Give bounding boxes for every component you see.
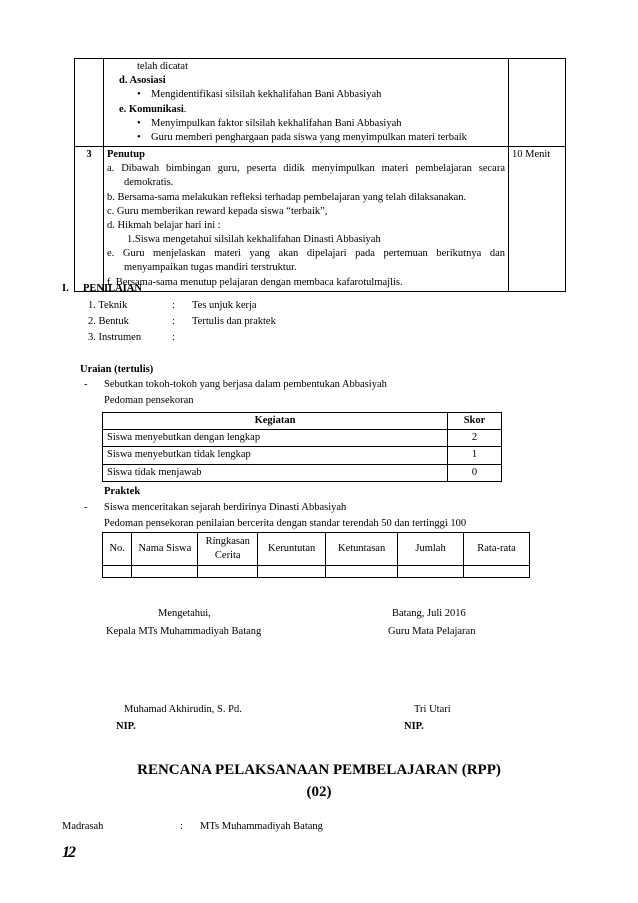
empty-cell xyxy=(398,566,464,578)
activity-subheading: e. Komunikasi xyxy=(119,103,184,115)
column-header: Skor xyxy=(448,413,502,430)
activity-heading: Penutup xyxy=(107,149,145,161)
signature-right-top: Batang, Juli 2016 xyxy=(392,608,466,619)
table-row xyxy=(75,59,566,147)
signature-right-name: Tri Utari xyxy=(414,704,451,715)
penilaian-label: 3. Instrumen xyxy=(88,332,142,343)
column-header: Ketuntasan xyxy=(326,533,398,566)
madrasah-label: Madrasah xyxy=(62,821,104,832)
uraian-heading: Uraian (tertulis) xyxy=(80,364,154,375)
penilaian-value: Tes unjuk kerja xyxy=(192,300,257,311)
table-row xyxy=(75,147,566,292)
kegiatan-cell: Siswa menyebutkan dengan lengkap xyxy=(103,430,448,447)
row-number-cell xyxy=(75,59,104,147)
skor-cell: 1 xyxy=(448,447,502,464)
section-heading: PENILAIAN xyxy=(83,283,142,294)
page-subtitle: (02) xyxy=(306,784,332,800)
activity-subheading-dot: . xyxy=(183,103,187,115)
empty-cell xyxy=(258,566,326,578)
activity-line: c. Guru memberikan reward kepada siswa “terbaik”, xyxy=(107,205,328,217)
table-header-row xyxy=(103,413,502,430)
column-header: Rata-rata xyxy=(464,533,530,566)
activity-line: a. Dibawah bimbingan guru, peserta didik menyimpulkan materi pembelajaran secara demokratis. xyxy=(107,163,505,189)
penilaian-colon: : xyxy=(172,300,175,311)
activity-line: 1.Siswa mengetahui silsilah kekhalifahan Dinasti Abbasiyah xyxy=(127,234,381,246)
bullet-item: • Menyimpulkan faktor silsilah kekhalifahan Bani Abbasiyah xyxy=(107,117,505,131)
signature-left-name: Muhamad Akhirudin, S. Pd. xyxy=(124,704,242,715)
time-cell: 10 Menit xyxy=(509,147,566,292)
page-title: RENCANA PELAKSANAAN PEMBELAJARAN (RPP) xyxy=(137,762,501,778)
section-number: I. xyxy=(62,283,69,294)
table-row xyxy=(103,430,502,447)
kegiatan-cell: Siswa tidak menjawab xyxy=(103,464,448,481)
column-header: Kegiatan xyxy=(103,413,448,430)
signature-left-nip: NIP. xyxy=(116,721,136,732)
empty-cell xyxy=(132,566,198,578)
madrasah-colon: : xyxy=(180,821,183,832)
empty-cell xyxy=(464,566,530,578)
praktek-heading: Praktek xyxy=(104,486,141,497)
time-cell xyxy=(509,59,566,147)
skor-cell: 0 xyxy=(448,464,502,481)
column-header: Jumlah xyxy=(398,533,464,566)
empty-cell xyxy=(326,566,398,578)
penilaian-label: 1. Teknik xyxy=(88,300,128,311)
activity-subheading-row xyxy=(107,103,505,117)
activity-table xyxy=(74,58,566,292)
kegiatan-cell: Siswa menyebutkan tidak lengkap xyxy=(103,447,448,464)
signature-left-role: Kepala MTs Muhammadiyah Batang xyxy=(106,626,262,637)
activity-cell xyxy=(104,147,509,292)
activity-line: f. Bersama-sama menutup pelajaran dengan membaca kafarotulmajlis. xyxy=(107,276,403,288)
table-header-row xyxy=(103,533,530,566)
column-header: Keruntutan xyxy=(258,533,326,566)
signature-right-role: Guru Mata Pelajaran xyxy=(388,626,476,637)
dash-marker: - xyxy=(84,379,88,390)
penilaian-value: Tertulis dan praktek xyxy=(192,316,276,327)
table-row xyxy=(103,447,502,464)
bullet-item: • Guru memberi penghargaan pada siswa yang menyimpulkan materi terbaik xyxy=(107,131,505,145)
score-table xyxy=(102,412,502,482)
praktek-pedoman: Pedoman pensekoran penilaian bercerita dengan standar terendah 50 dan tertinggi 100 xyxy=(104,518,467,529)
practice-table xyxy=(102,532,530,578)
row-number-cell: 3 xyxy=(75,147,104,292)
activity-line: b. Bersama-sama melakukan refleksi terhadap pembelajaran yang telah dilaksanakan. xyxy=(107,191,467,203)
penilaian-colon: : xyxy=(172,316,175,327)
empty-cell xyxy=(103,566,132,578)
activity-line: e. Guru menjelaskan materi yang akan dipelajari pada pertemuan berikutnya dan menyampaikan tugas mandiri terstruktur. xyxy=(107,248,505,274)
column-header: Nama Siswa xyxy=(132,533,198,566)
penilaian-label: 2. Bentuk xyxy=(88,316,129,327)
skor-cell: 2 xyxy=(448,430,502,447)
penilaian-colon: : xyxy=(172,332,175,343)
madrasah-value: MTs Muhammadiyah Batang xyxy=(200,821,323,832)
table-row xyxy=(103,566,530,578)
column-header: No. xyxy=(103,533,132,566)
column-header: Ringkasan Cerita xyxy=(198,533,258,566)
uraian-task: Sebutkan tokoh-tokoh yang berjasa dalam pembentukan Abbasiyah xyxy=(104,379,387,390)
page-number: 12 xyxy=(62,844,74,861)
table-row xyxy=(103,464,502,481)
praktek-task: Siswa menceritakan sejarah berdirinya Dinasti Abbasiyah xyxy=(104,502,347,513)
activity-cell xyxy=(104,59,509,147)
activity-line: telah dicatat xyxy=(137,61,189,72)
activity-line: d. Hikmah belajar hari ini : xyxy=(107,219,221,231)
signature-left-top: Mengetahui, xyxy=(158,608,211,619)
activity-subheading: d. Asosiasi xyxy=(119,75,166,87)
dash-marker: - xyxy=(84,502,88,513)
empty-cell xyxy=(198,566,258,578)
signature-right-nip: NIP. xyxy=(404,721,424,732)
pedoman-label: Pedoman pensekoran xyxy=(104,395,194,406)
bullet-item: • Mengidentifikasi silsilah kekhalifahan Bani Abbasiyah xyxy=(107,88,505,102)
